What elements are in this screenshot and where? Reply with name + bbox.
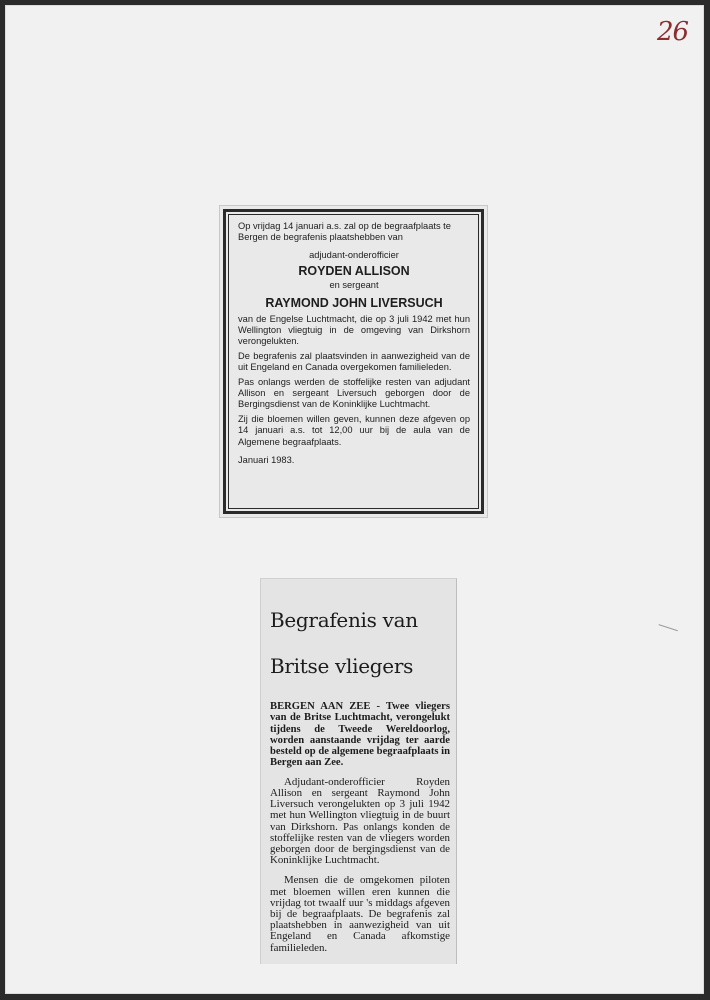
notice-content [228, 214, 479, 509]
handwritten-page-number: 26 [657, 17, 689, 47]
notice-name-liversuch: RAYMOND JOHN LIVERSUCH [265, 295, 443, 310]
article-lead: BERGEN AAN ZEE - Twee vliegers van de Britse Luchtmacht, verongelukt tijdens de Tweede Wereldoorlog, worden aanstaande vrijdag ter aarde besteld op de algemene begraafplaats in Bergen aan Zee. [270, 701, 450, 769]
notice-date: Januari 1983. [238, 455, 295, 466]
article-body-paragraph-2: Mensen die de omgekomen piloten met bloemen willen eren kunnen die vrijdag tot twaalf uur 's middags afgeven bij de begraafplaats. De begrafenis zal plaatshebben in aanwezigheid van uit Engeland en Canada afkomstige familieleden. [270, 874, 450, 954]
notice-conjunction: en sergeant [329, 280, 379, 291]
notice-paragraph-1: van de Engelse Luchtmacht, die op 3 juli 1942 met hun Wellington vliegtuig in de omgeving van Dirkshorn verongelukten. [238, 313, 470, 347]
notice-intro: Op vrijdag 14 januari a.s. zal op de begraafplaats te Bergen de begrafenis plaatshebben van [238, 221, 451, 243]
notice-paragraph-3: Pas onlangs werden de stoffelijke resten van adjudant Allison en sergeant Liversuch geborgen door de Bergingsdienst van de Koninklijke Luchtmacht. [238, 376, 470, 410]
article-headline-line-1: Begrafenis van [270, 608, 418, 632]
pencil-mark [656, 624, 678, 639]
notice-name-allison: ROYDEN ALLISON [298, 264, 410, 279]
article-headline-line-2: Britse vliegers [270, 654, 414, 678]
article-body-paragraph-1: Adjudant-onderofficier Royden Allison en sergeant Raymond John Liversuch verongelukten op 3 juli 1942 met hun Wellington vliegtuig in de buurt van Dirkshorn. Pas onlangs konden de stoffelijke resten van de vliegers worden geborgen door de bergingsdienst van de Koninklijke Luchtmacht. [270, 775, 450, 867]
notice-rank: adjudant-onderofficier [309, 249, 399, 260]
notice-paragraph-2: De begrafenis zal plaatsvinden in aanwezigheid van de uit Engeland en Canada overgekomen familieleden. [238, 350, 470, 373]
death-notice-clipping [219, 205, 488, 518]
notice-paragraph-4: Zij die bloemen willen geven, kunnen deze afgeven op 14 januari a.s. tot 12,00 uur bij de aula van de Algemene begraafplaats. [238, 413, 470, 447]
newspaper-article-clipping [260, 578, 457, 964]
notice-border [223, 209, 484, 514]
